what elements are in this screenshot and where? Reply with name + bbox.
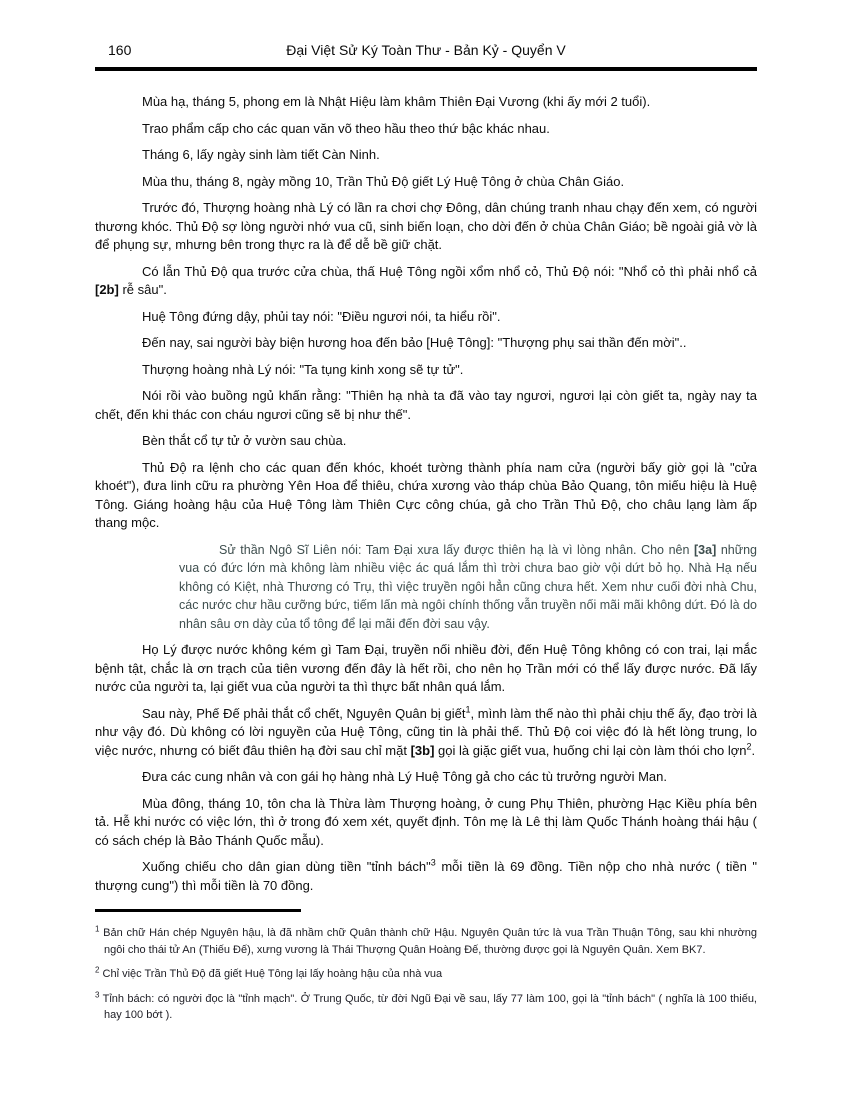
text-run: , mình làm thế nào thì phải chịu thế ấy, đạo trời là như vậy đó. Dù không có lời nguyền của Huệ Tông, cũng tin là phải thế. Thủ Độ coi việc đó là hết lòng trung, lo việc nước, nhưng có biết đâu thiên hạ đời sau chỉ mặt [95,705,757,758]
header-title: Đại Việt Sử Ký Toàn Thư - Bản Kỷ - Quyển V [286,42,566,58]
folio-marker: [3a] [694,542,717,557]
folio-marker: [3b] [410,742,435,758]
footnote-item [95,966,757,983]
footnote-reference: 2 [746,741,752,752]
text-run: Thủ Độ ra lệnh cho các quan đến khóc, khoét tường thành phía nam cửa (người bấy giờ gọi là "cửa khoét"), đưa linh cữu ra phường Yên Hoa để thiêu, chứa xương vào tháp chùa Bảo Quang, tôn miếu hiệu là Huệ Tông. Giáng hoàng hậu của Huệ Tông làm Thiên Cực công chúa, gả cho Trần Thủ Độ, cho châu lạng làm ấp thang mộc. [95,459,757,530]
body-paragraph [95,641,757,697]
body-paragraph [95,334,757,353]
text-run: rễ sâu". [118,282,167,297]
text-run: Họ Lý được nước không kém gì Tam Đại, truyền nối nhiều đời, đến Huệ Tông không có con trai, lại mắc bệnh tật, chắc là ơn trạch của tiên vương đến đây là hết rồi, cho nên họ Trần mới có thể lấy được nước. Đã lấy nước của người ta, lại giết vua của người ta thì thực bất nhân quá lắm. [95,642,757,694]
text-run: Nói rồi vào buồng ngủ khấn rằng: "Thiên hạ nhà ta đã vào tay ngươi, ngươi lại còn giết ta, ngày nay ta chết, đến khi thác con cháu ngươi cũng sẽ bị như thế". [95,388,757,422]
body-paragraph [95,263,757,300]
footnote-number: 2 [95,965,100,975]
text-run: Sử thần Ngô Sĩ Liên nói: Tam Đại xưa lấy được thiên hạ là vì lòng nhân. Cho nên [219,542,695,557]
body-paragraph [95,93,757,112]
text-run: . [751,742,756,758]
text-run: Trao phẩm cấp cho các quan văn võ theo hầu theo thứ bậc khác nhau. [142,120,550,136]
text-run: Mùa thu, tháng 8, ngày mồng 10, Trần Thủ Độ giết Lý Huệ Tông ở chùa Chân Giáo. [142,173,625,189]
footnote-text: Bản chữ Hán chép Nguyên hậu, là đã nhầm chữ Quân thành chữ Hậu. Nguyên Quân tức là vua Trần Thuận Tông, sau khi nhường ngôi cho thái tử An (Thiếu Đế), xưng vương là Thái Thượng Quân Hoàng Đế, thường được gọi là Nguyên Quân. Xem BK7. [99,927,757,956]
body-paragraph [95,120,757,139]
text-run: mỗi tiền là 69 đồng. Tiền nộp cho nhà nước ( tiền " thượng cung") thì mỗi tiền là 70 đồng. [95,859,757,893]
body-paragraph [95,705,757,761]
footnote-text: Chỉ việc Trần Thủ Độ đã giết Huệ Tông lại lấy hoàng hậu của nhà vua [99,968,443,980]
body-paragraph [95,173,757,192]
body-paragraph [95,858,757,895]
text-run: gọi là giặc giết vua, huống chi lại còn làm thói cho lợn [434,742,747,758]
document-body [95,93,757,895]
text-run: những vua có đức lớn mà không làm nhiều việc ác quá lắm thì trời chưa bao giờ vội dứt bỏ họ. Nhà Hạ nếu không có Kiệt, nhà Thương có Trụ, thì việc truyền ngôi hẳn cũng chưa hết. Xem như cuối đời nhà Chu, các nước chư hầu cưỡng bức, tiếm lấn mà ngôi chính thống vẫn truyền nối mãi mãi không dứt. Đó là do nhân sâu ơn dày của tổ tông để lại mãi đến đời sau vậy. [179,542,757,631]
text-run: Xuống chiếu cho dân gian dùng tiền "tỉnh bách" [142,859,431,874]
footnotes-section [95,925,757,1024]
body-paragraph [95,308,757,327]
body-paragraph [95,361,757,380]
body-paragraph [95,146,757,165]
footnote-separator [95,909,301,912]
text-run: Tháng 6, lấy ngày sinh làm tiết Càn Ninh. [142,147,380,162]
page-header [95,42,757,62]
body-paragraph [95,768,757,787]
body-paragraph [95,795,757,851]
text-run: Trước đó, Thượng hoàng nhà Lý có lần ra chơi chợ Đông, dân chúng tranh nhau chạy đến xem, có người thương khóc. Thủ Độ sợ lòng người nhớ vua cũ, sinh biến loạn, cho dời đến ở chùa Chân Giáo; bề ngoài giả vờ là để phụng sự, mhưng bên trong thực ra là để dễ bề giữ chặt. [95,200,757,252]
page-number: 160 [108,42,132,58]
body-paragraph [95,199,757,255]
text-run: Có lẫn Thủ Độ qua trước cửa chùa, thấ Huệ Tông ngồi xổm nhổ cỏ, Thủ Độ nói: "Nhổ cỏ thì phải nhổ cả [142,263,757,279]
text-run: Sau này, Phế Đế phải thắt cổ chết, Nguyên Quân bị giết [142,705,466,721]
text-run: Huệ Tông đứng dậy, phủi tay nói: "Điều ngươi nói, ta hiểu rồi". [142,308,501,324]
footnote-number: 3 [95,989,100,999]
text-run: Mùa hạ, tháng 5, phong em là Nhật Hiệu làm khâm Thiên Đại Vương (khi ấy mới 2 tuổi). [142,94,651,109]
footnote-item [95,991,757,1024]
text-run: Đến nay, sai người bày biện hương hoa đến bảo [Huệ Tông]: "Thượng phụ sai thần đến mời".. [142,335,687,350]
footnote-text: Tỉnh bách: có người đọc là "tỉnh mạch". Ở Trung Quốc, từ đời Ngũ Đại về sau, lấy 77 làm 100, gọi là "tỉnh bách" ( nghĩa là 100 thiếu, hay 100 bớt ). [99,992,757,1021]
text-run: Thượng hoàng nhà Lý nói: "Ta tụng kinh xong sẽ tự tử". [142,361,464,377]
footnote-number: 1 [95,924,100,934]
header-rule [95,67,757,71]
text-run: Đưa các cung nhân và con gái họ hàng nhà Lý Huệ Tông gả cho các tù trưởng người Man. [142,769,667,784]
text-run: Bèn thắt cổ tự tử ở vườn sau chùa. [142,433,347,448]
folio-marker: [2b] [95,282,119,297]
footnote-item [95,925,757,958]
commentary-paragraph [179,541,757,634]
body-paragraph [95,432,757,451]
body-paragraph [95,459,757,533]
text-run: Mùa đông, tháng 10, tôn cha là Thừa làm Thượng hoàng, ở cung Phụ Thiên, phường Hạc Kiều phía bên tả. Hễ khi nước có việc lớn, thì ở trong đó xem xét, quyết định. Tôn mẹ là Lê thị làm Quốc Thánh hoàng thái hậu ( có sách chép là Bảo Thánh Quốc mẫu). [95,795,757,848]
body-paragraph [95,387,757,424]
footnote-reference: 3 [430,857,436,868]
footnote-reference: 1 [465,704,471,715]
